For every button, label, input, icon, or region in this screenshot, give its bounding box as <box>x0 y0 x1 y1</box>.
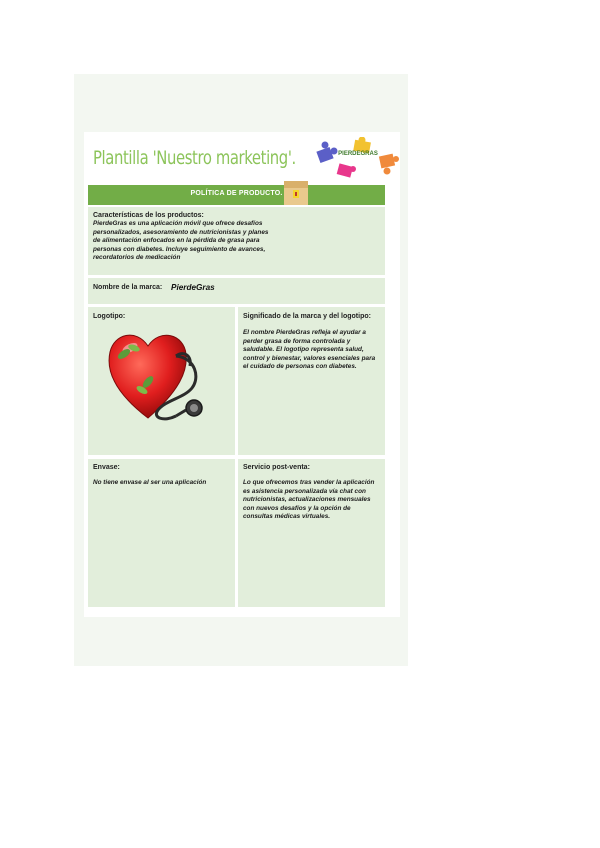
section-banner <box>88 185 385 205</box>
puzzle-piece-orange <box>379 154 399 175</box>
page-title: Plantilla 'Nuestro marketing'. <box>93 147 296 169</box>
banner-title: POLÍTICA DE PRODUCTO. <box>190 190 283 197</box>
box-icon <box>283 181 309 205</box>
product-features-label: Características de los productos: <box>93 212 204 219</box>
puzzle-pieces-icon <box>316 137 402 183</box>
logo-label: Logotipo: <box>93 313 126 320</box>
heart-stethoscope-logo <box>104 326 216 424</box>
puzzle-piece-pink <box>337 163 356 177</box>
after-sales-label: Servicio post-venta: <box>243 464 310 471</box>
brand-name-value: PierdeGras <box>171 283 215 292</box>
after-sales-text: Lo que ofrecemos tras vender la aplicación es asistencia personalizada vía chat con nutricionistas, actualizaciones mensuales con nuevos desafíos y la opción de consultas médicas virtuales. <box>243 479 375 521</box>
brand-meaning-label: Significado de la marca y del logotipo: <box>243 313 371 320</box>
packaging-text: No tiene envase al ser una aplicación <box>93 479 207 486</box>
brand-name-label: Nombre de la marca: <box>93 284 163 291</box>
brand-meaning-text: El nombre PierdeGras refleja el ayudar a perder grasa de forma controlada y saludable. El logotipo representa salud, control y bienestar, valores esenciales para el cuidado de personas con diabetes. <box>243 329 376 371</box>
packaging-label: Envase: <box>93 464 120 471</box>
badge-text: PIERDEGRAS <box>338 151 378 157</box>
product-features-text: PierdeGras es una aplicación móvil que ofrece desafíos personalizados, asesoramiento de nutricionistas y planes de alimentación enfocados en la pérdida de grasa para personas con diabetes. Incluye seguimiento de avances, recordatorios de medicación <box>93 220 269 262</box>
